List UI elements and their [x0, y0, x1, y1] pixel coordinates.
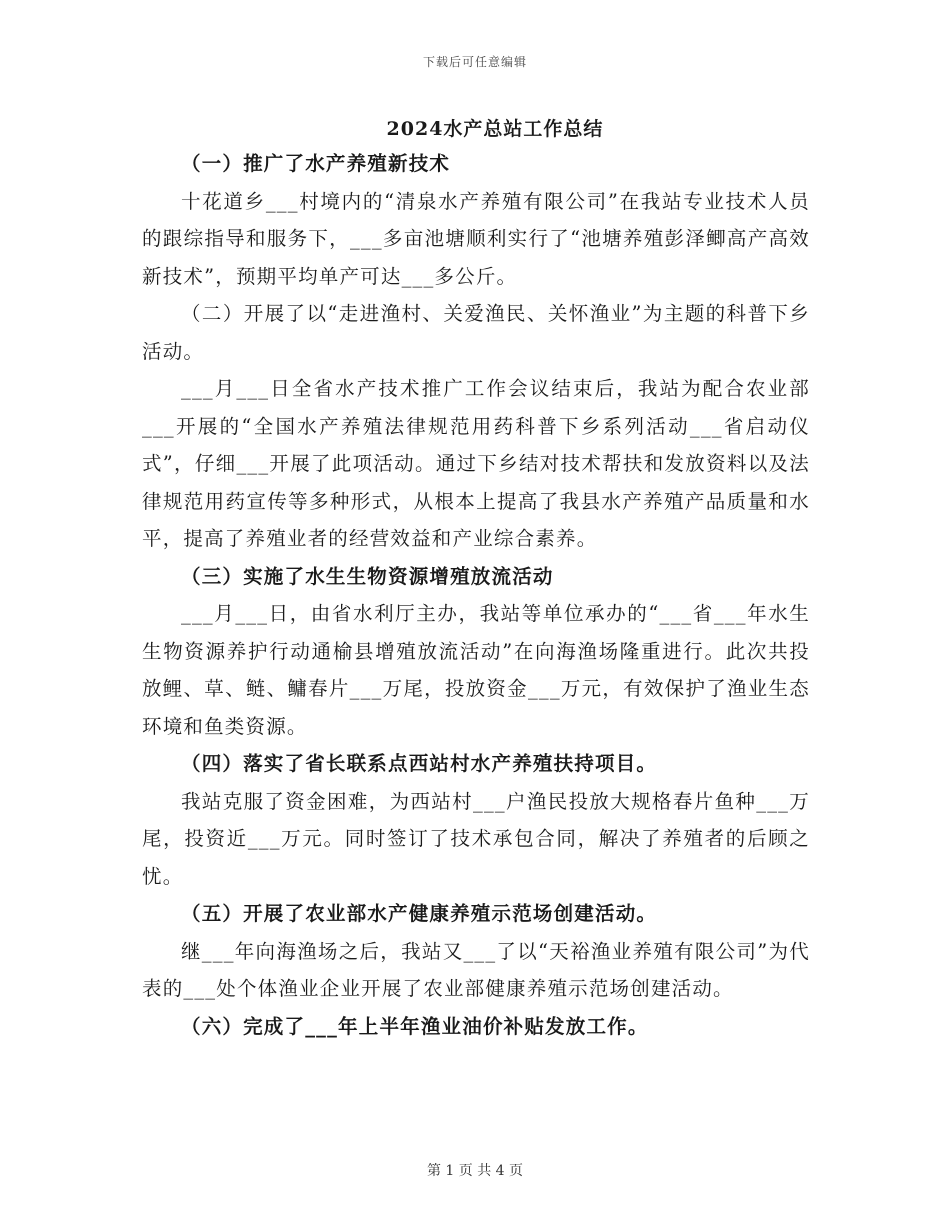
document-body — [142, 145, 810, 1045]
section-heading-6: （六）完成了___年上半年渔业油价补贴发放工作。 — [181, 1014, 649, 1038]
body-paragraph: 我站克服了资金困难，为西站村___户渔民投放大规格春片鱼种___万尾，投资近___万元。同时签订了技术承包合同，解决了养殖者的后顾之忧。 — [142, 789, 810, 888]
body-paragraph: 十花道乡___村境内的“清泉水产养殖有限公司”在我站专业技术人员的跟综指导和服务下，___多亩池塘顺利实行了“池塘养殖彭泽鲫高产高效新技术”，预期平均单产可达___多公斤。 — [142, 189, 810, 288]
body-paragraph: 继___年向海渔场之后，我站又___了以“天裕渔业养殖有限公司”为代表的___处个体渔业企业开展了农业部健康养殖示范场创建活动。 — [142, 939, 810, 1000]
section-heading-3: （三）实施了水生生物资源增殖放流活动 — [181, 564, 554, 588]
section-heading-1: （一）推广了水产养殖新技术 — [181, 152, 451, 175]
section-heading-5: （五）开展了农业部水产健康养殖示范场创建活动。 — [181, 902, 658, 925]
body-paragraph: ___月___日，由省水利厅主办，我站等单位承办的“___省___年水生生物资源养护行动通榆县增殖放流活动”在向海渔场隆重进行。此次共投放鲤、草、鲢、鳙春片___万尾，投放资金___万元，有效保护了渔业生态环境和鱼类资源。 — [142, 602, 810, 738]
body-paragraph: （二）开展了以“走进渔村、关爱渔民、关怀渔业”为主题的科普下乡活动。 — [142, 302, 810, 363]
header-note: 下载后可任意编辑 — [422, 55, 527, 69]
section-heading-4: （四）落实了省长联系点西站村水产养殖扶持项目。 — [181, 752, 658, 775]
page-number: 第 1 页 共 4 页 — [426, 1163, 524, 1179]
body-paragraph: ___月___日全省水产技术推广工作会议结束后，我站为配合农业部___开展的“全国水产养殖法律规范用药科普下乡系列活动___省启动仪式”，仔细___开展了此项活动。通过下乡结对技术帮扶和发放资料以及法律规范用药宣传等多种形式，从根本上提高了我县水产养殖产品质量和水平，提高了养殖业者的经营效益和产业综合素养。 — [142, 377, 810, 550]
document-title: 2024水产总站工作总结 — [386, 118, 604, 140]
